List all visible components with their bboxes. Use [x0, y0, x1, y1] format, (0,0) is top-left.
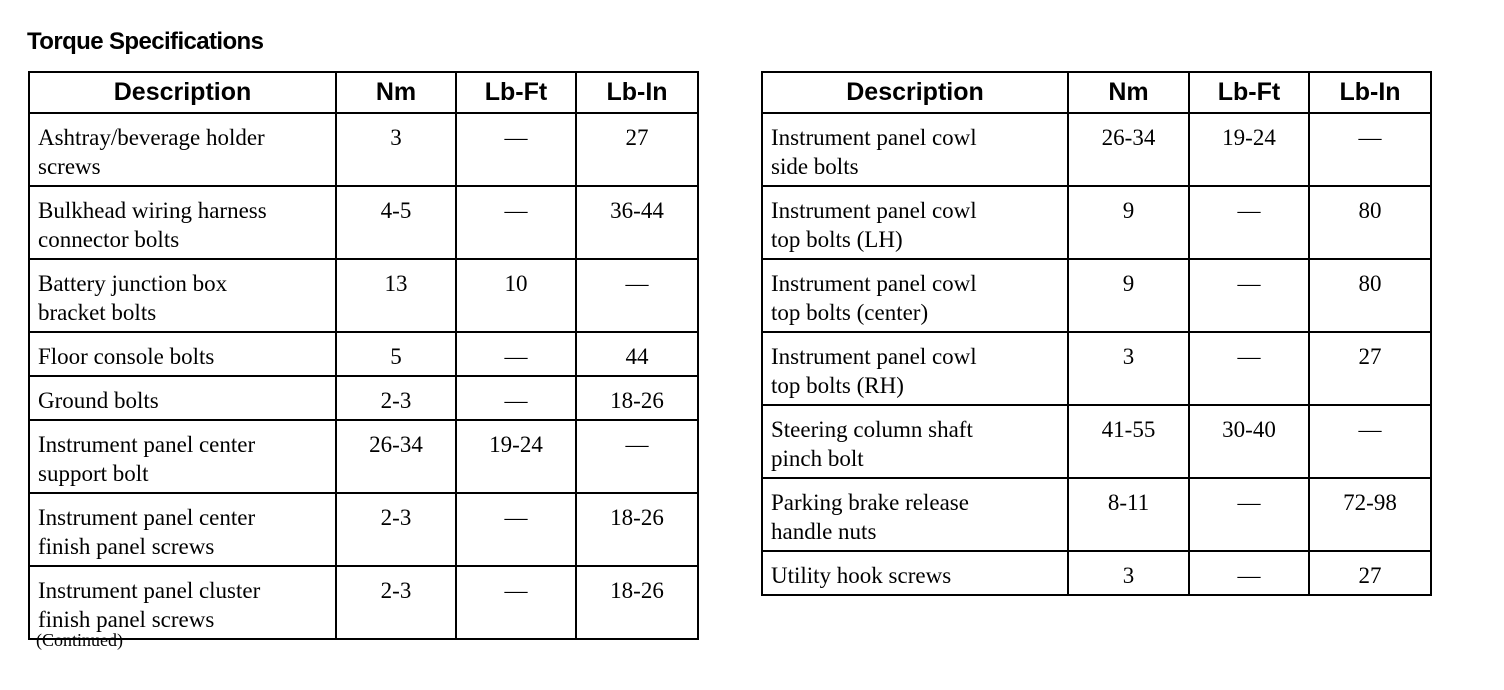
table-row — [29, 259, 698, 332]
cell-lb-in: 72-98 — [1309, 478, 1431, 551]
cell-nm: 5 — [336, 332, 456, 376]
cell-lb-ft: — — [456, 113, 576, 186]
cell-description — [29, 566, 336, 639]
description-line: Ground bolts — [38, 388, 159, 413]
cell-lb-in: 18-26 — [576, 566, 698, 639]
table-row — [762, 478, 1431, 551]
cell-lb-in: 18-26 — [576, 376, 698, 420]
cell-lb-ft: — — [456, 566, 576, 639]
description-line: Bulkhead wiring harness — [38, 198, 267, 223]
cell-nm: 2-3 — [336, 566, 456, 639]
description-line: Floor console bolts — [38, 344, 215, 369]
cell-lb-in: — — [576, 259, 698, 332]
cell-lb-in: 18-26 — [576, 493, 698, 566]
cell-description — [762, 332, 1068, 405]
cell-lb-in: 27 — [576, 113, 698, 186]
description-line: top bolts (RH) — [771, 373, 904, 398]
cell-nm: 3 — [1068, 332, 1189, 405]
table-row — [29, 332, 698, 376]
table-row — [762, 113, 1431, 186]
cell-nm: 4-5 — [336, 186, 456, 259]
description-line: Instrument panel cowl — [771, 125, 977, 150]
cell-description — [29, 376, 336, 420]
cell-lb-ft: — — [1189, 259, 1309, 332]
description-line: Instrument panel cowl — [771, 198, 977, 223]
header-description: Description — [29, 72, 336, 113]
cell-nm: 9 — [1068, 186, 1189, 259]
cell-nm: 2-3 — [336, 493, 456, 566]
table-row — [762, 405, 1431, 478]
cell-lb-in: — — [1309, 113, 1431, 186]
torque-table-right — [761, 71, 1432, 596]
torque-table-left — [28, 71, 699, 640]
header-lb-ft: Lb-Ft — [1189, 72, 1309, 113]
description-line: top bolts (LH) — [771, 227, 903, 252]
description-line: Instrument panel center — [38, 432, 256, 457]
table-row — [29, 493, 698, 566]
cell-lb-ft: 10 — [456, 259, 576, 332]
cell-nm: 3 — [1068, 551, 1189, 595]
description-line: Ashtray/beverage holder — [38, 125, 265, 150]
cell-lb-ft: — — [1189, 551, 1309, 595]
description-line: connector bolts — [38, 227, 180, 252]
description-line: handle nuts — [771, 519, 877, 544]
cell-nm: 2-3 — [336, 376, 456, 420]
cell-lb-ft: 19-24 — [456, 420, 576, 493]
cell-lb-ft: — — [456, 376, 576, 420]
page-title: Torque Specifications — [27, 28, 264, 55]
table-row — [29, 420, 698, 493]
cell-nm: 26-34 — [336, 420, 456, 493]
cell-lb-in: — — [1309, 405, 1431, 478]
cell-description — [29, 332, 336, 376]
description-line: Parking brake release — [771, 490, 969, 515]
cell-lb-in: — — [576, 420, 698, 493]
description-line: bracket bolts — [38, 300, 157, 325]
cell-description — [762, 551, 1068, 595]
cell-nm: 26-34 — [1068, 113, 1189, 186]
cell-lb-ft: — — [1189, 186, 1309, 259]
description-line: finish panel screws — [38, 534, 215, 559]
continued-note: (Continued) — [36, 630, 123, 650]
description-line: finish panel screws — [38, 607, 215, 632]
description-line: Battery junction box — [38, 271, 228, 296]
cell-nm: 8-11 — [1068, 478, 1189, 551]
table-row — [29, 566, 698, 639]
table-row — [762, 186, 1431, 259]
cell-nm: 3 — [336, 113, 456, 186]
cell-lb-ft: 19-24 — [1189, 113, 1309, 186]
header-row — [29, 72, 698, 113]
header-lb-ft: Lb-Ft — [456, 72, 576, 113]
table-row — [762, 551, 1431, 595]
description-line: pinch bolt — [771, 446, 864, 471]
header-nm: Nm — [336, 72, 456, 113]
cell-lb-in: 44 — [576, 332, 698, 376]
cell-lb-in: 27 — [1309, 551, 1431, 595]
cell-description — [29, 186, 336, 259]
description-line: top bolts (center) — [771, 300, 929, 325]
description-line: Instrument panel center — [38, 505, 256, 530]
cell-description — [29, 259, 336, 332]
description-line: Utility hook screws — [771, 563, 952, 588]
header-description: Description — [762, 72, 1068, 113]
cell-description — [29, 420, 336, 493]
cell-lb-ft: — — [456, 493, 576, 566]
header-lb-in: Lb-In — [576, 72, 698, 113]
description-line: side bolts — [771, 154, 859, 179]
description-line: Instrument panel cowl — [771, 271, 977, 296]
cell-lb-ft: — — [1189, 332, 1309, 405]
table-row — [29, 186, 698, 259]
header-nm: Nm — [1068, 72, 1189, 113]
cell-lb-in: 80 — [1309, 186, 1431, 259]
cell-description — [762, 186, 1068, 259]
description-line: screws — [38, 154, 101, 179]
table-row — [29, 376, 698, 420]
description-line: support bolt — [38, 461, 149, 486]
cell-lb-ft: — — [456, 186, 576, 259]
cell-lb-in: 27 — [1309, 332, 1431, 405]
cell-description — [762, 113, 1068, 186]
header-lb-in: Lb-In — [1309, 72, 1431, 113]
table-row — [762, 332, 1431, 405]
cell-lb-ft: — — [1189, 478, 1309, 551]
table-body — [29, 113, 698, 639]
cell-lb-ft: — — [456, 332, 576, 376]
cell-description — [762, 259, 1068, 332]
cell-nm: 13 — [336, 259, 456, 332]
cell-nm: 41-55 — [1068, 405, 1189, 478]
cell-description — [29, 113, 336, 186]
cell-lb-ft: 30-40 — [1189, 405, 1309, 478]
description-line: Instrument panel cowl — [771, 344, 977, 369]
cell-lb-in: 36-44 — [576, 186, 698, 259]
cell-description — [762, 478, 1068, 551]
table-row — [762, 259, 1431, 332]
cell-lb-in: 80 — [1309, 259, 1431, 332]
table-row — [29, 113, 698, 186]
cell-description — [29, 493, 336, 566]
cell-description — [762, 405, 1068, 478]
description-line: Steering column shaft — [771, 417, 973, 442]
description-line: Instrument panel cluster — [38, 578, 261, 603]
header-row — [762, 72, 1431, 113]
cell-nm: 9 — [1068, 259, 1189, 332]
table-body — [762, 113, 1431, 595]
